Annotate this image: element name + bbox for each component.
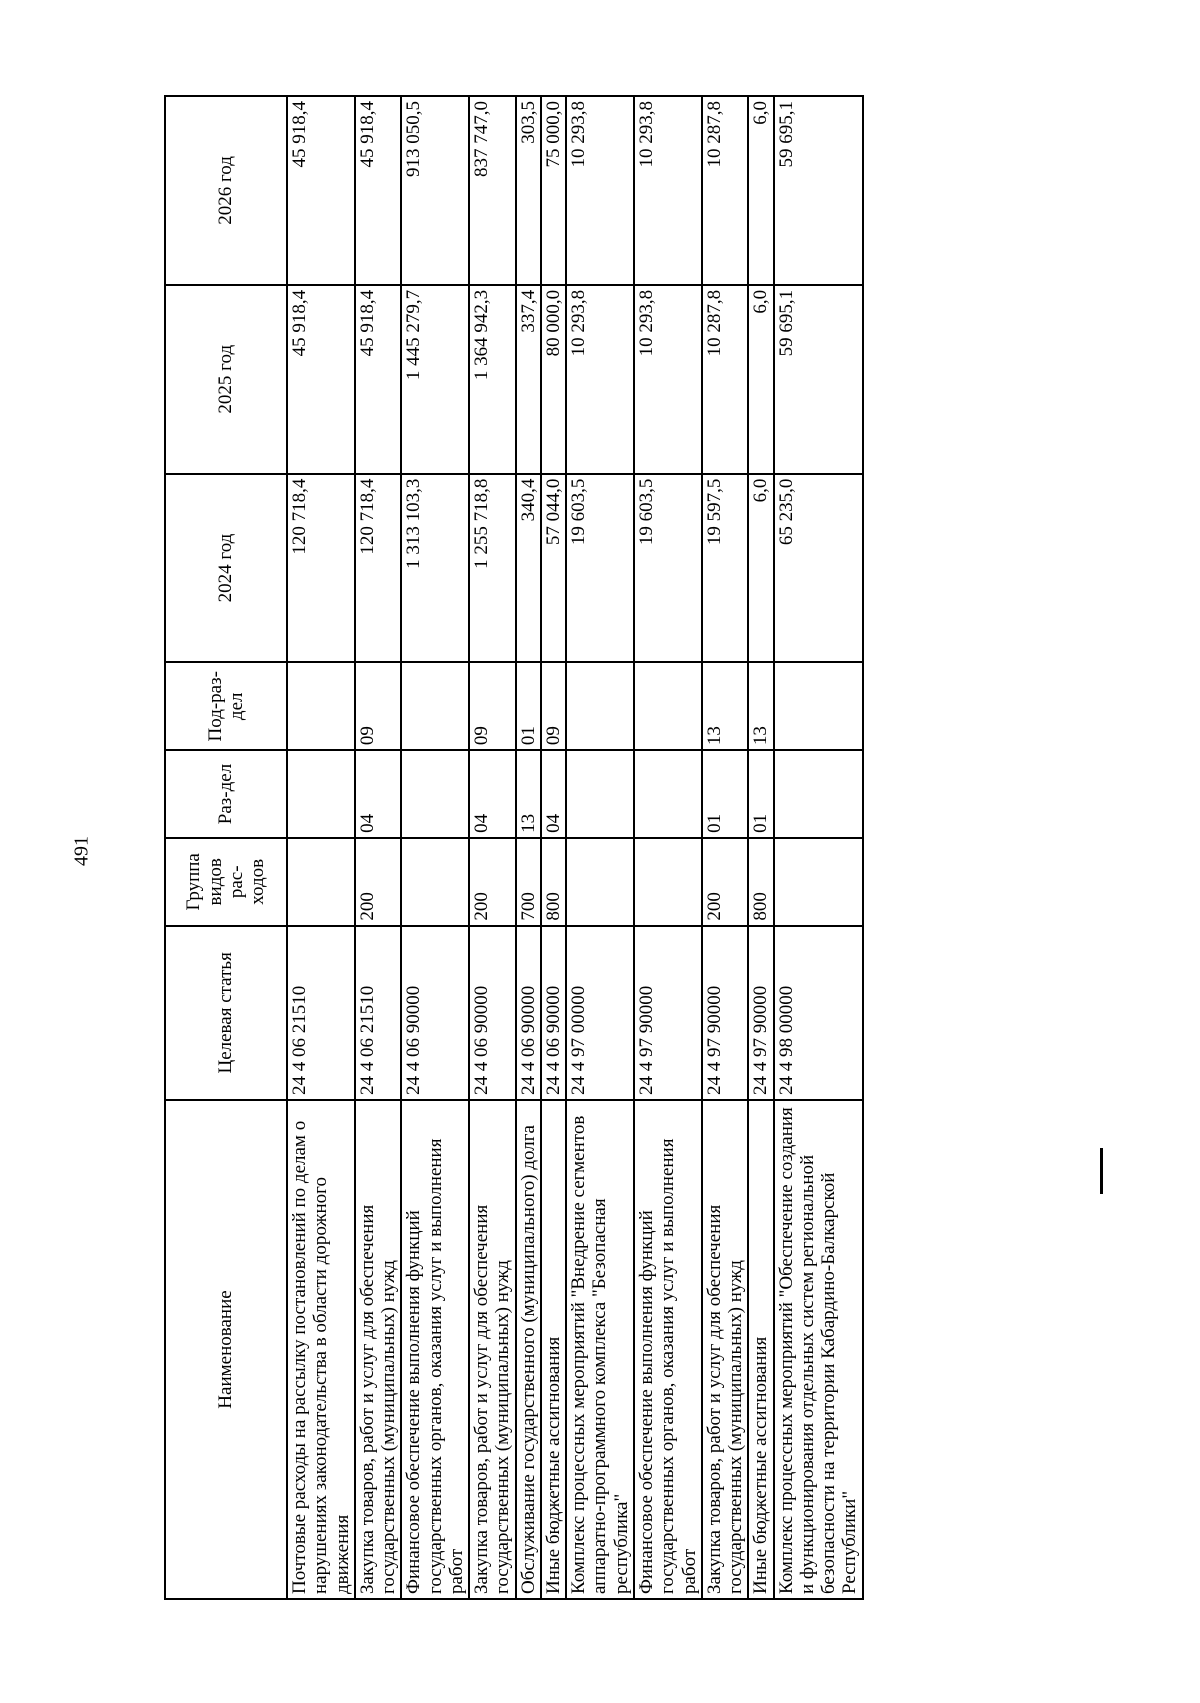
header-section: Раз-дел — [165, 750, 287, 838]
cell-2026: 75 000,0 — [541, 96, 566, 285]
cell-2026: 913 050,5 — [401, 96, 469, 285]
cell-section: 04 — [355, 750, 402, 838]
cell-name: Комплекс процессных мероприятий "Обеспечение создания и функционирования отдельных систем региональной безопасности на территории Кабардино-Балкарской Республики" — [774, 1100, 863, 1599]
cell-2025: 45 918,4 — [287, 285, 355, 474]
cell-2024: 120 718,4 — [287, 474, 355, 663]
cell-2025: 45 918,4 — [355, 285, 402, 474]
cell-name: Финансовое обеспечение выполнения функций государственных органов, оказания услуг и выполнения работ — [634, 1100, 702, 1599]
cell-target: 24 4 06 90000 — [541, 926, 566, 1100]
cell-2025: 10 287,8 — [702, 285, 749, 474]
cell-group: 700 — [516, 838, 541, 926]
cell-target: 24 4 97 00000 — [566, 926, 634, 1100]
cell-2024: 120 718,4 — [355, 474, 402, 663]
margin-mark — [1100, 1148, 1103, 1194]
cell-target: 24 4 97 90000 — [634, 926, 702, 1100]
cell-2026: 59 695,1 — [774, 96, 863, 285]
cell-subsection: 09 — [355, 662, 402, 750]
cell-subsection: 13 — [702, 662, 749, 750]
cell-section — [774, 750, 863, 838]
header-group: Группа видов рас-ходов — [165, 838, 287, 926]
cell-2025: 337,4 — [516, 285, 541, 474]
cell-section — [566, 750, 634, 838]
table-row — [287, 96, 355, 1599]
cell-2024: 19 597,5 — [702, 474, 749, 663]
cell-section: 01 — [748, 750, 773, 838]
table-row — [541, 96, 566, 1599]
table-row — [634, 96, 702, 1599]
cell-section — [634, 750, 702, 838]
cell-2026: 10 287,8 — [702, 96, 749, 285]
cell-name: Иные бюджетные ассигнования — [541, 1100, 566, 1599]
cell-name: Обслуживание государственного (муниципального) долга — [516, 1100, 541, 1599]
table-row — [774, 96, 863, 1599]
cell-group — [287, 838, 355, 926]
cell-group: 200 — [355, 838, 402, 926]
cell-group — [566, 838, 634, 926]
cell-target: 24 4 06 90000 — [401, 926, 469, 1100]
cell-2024: 57 044,0 — [541, 474, 566, 663]
header-name: Наименование — [165, 1100, 287, 1599]
table-row — [401, 96, 469, 1599]
cell-target: 24 4 06 90000 — [516, 926, 541, 1100]
table-row — [566, 96, 634, 1599]
cell-name: Закупка товаров, работ и услуг для обеспечения государственных (муниципальных) нужд — [355, 1100, 402, 1599]
cell-2026: 837 747,0 — [469, 96, 516, 285]
cell-subsection — [634, 662, 702, 750]
cell-2024: 1 313 103,3 — [401, 474, 469, 663]
cell-2025: 6,0 — [748, 285, 773, 474]
cell-subsection: 01 — [516, 662, 541, 750]
cell-target: 24 4 98 00000 — [774, 926, 863, 1100]
cell-target: 24 4 06 21510 — [355, 926, 402, 1100]
cell-2026: 6,0 — [748, 96, 773, 285]
cell-name: Иные бюджетные ассигнования — [748, 1100, 773, 1599]
cell-2026: 10 293,8 — [566, 96, 634, 285]
header-2024: 2024 год — [165, 474, 287, 663]
table-row — [516, 96, 541, 1599]
cell-2024: 19 603,5 — [566, 474, 634, 663]
cell-section — [287, 750, 355, 838]
cell-target: 24 4 06 21510 — [287, 926, 355, 1100]
cell-group — [634, 838, 702, 926]
cell-2026: 45 918,4 — [287, 96, 355, 285]
cell-target: 24 4 97 90000 — [748, 926, 773, 1100]
cell-subsection — [566, 662, 634, 750]
cell-section: 04 — [469, 750, 516, 838]
header-subsection: Под-раз-дел — [165, 662, 287, 750]
cell-group — [401, 838, 469, 926]
cell-2025: 1 364 942,3 — [469, 285, 516, 474]
cell-name: Закупка товаров, работ и услуг для обеспечения государственных (муниципальных) нужд — [702, 1100, 749, 1599]
page-number: 491 — [70, 836, 93, 866]
cell-section — [401, 750, 469, 838]
cell-2024: 340,4 — [516, 474, 541, 663]
header-2026: 2026 год — [165, 96, 287, 285]
cell-section: 01 — [702, 750, 749, 838]
header-2025: 2025 год — [165, 285, 287, 474]
budget-table — [164, 95, 864, 1600]
cell-name: Финансовое обеспечение выполнения функций государственных органов, оказания услуг и выполнения работ — [401, 1100, 469, 1599]
cell-section: 04 — [541, 750, 566, 838]
cell-section: 13 — [516, 750, 541, 838]
cell-group — [774, 838, 863, 926]
cell-2025: 1 445 279,7 — [401, 285, 469, 474]
cell-2025: 80 000,0 — [541, 285, 566, 474]
table-body — [287, 96, 863, 1599]
cell-group: 200 — [702, 838, 749, 926]
cell-2024: 19 603,5 — [634, 474, 702, 663]
cell-group: 800 — [748, 838, 773, 926]
cell-subsection: 13 — [748, 662, 773, 750]
table-header-row — [165, 96, 287, 1599]
header-target: Целевая статья — [165, 926, 287, 1100]
cell-name: Закупка товаров, работ и услуг для обеспечения государственных (муниципальных) нужд — [469, 1100, 516, 1599]
budget-table-container — [164, 95, 1089, 1600]
cell-2026: 10 293,8 — [634, 96, 702, 285]
table-row — [748, 96, 773, 1599]
cell-group: 200 — [469, 838, 516, 926]
cell-2024: 6,0 — [748, 474, 773, 663]
cell-group: 800 — [541, 838, 566, 926]
cell-subsection: 09 — [541, 662, 566, 750]
cell-subsection — [287, 662, 355, 750]
cell-2024: 65 235,0 — [774, 474, 863, 663]
table-row — [355, 96, 402, 1599]
cell-2024: 1 255 718,8 — [469, 474, 516, 663]
cell-2026: 45 918,4 — [355, 96, 402, 285]
cell-2025: 59 695,1 — [774, 285, 863, 474]
cell-name: Почтовые расходы на рассылку постановлений по делам о нарушениях законодательства в области дорожного движения — [287, 1100, 355, 1599]
cell-target: 24 4 06 90000 — [469, 926, 516, 1100]
cell-2025: 10 293,8 — [566, 285, 634, 474]
table-row — [702, 96, 749, 1599]
cell-target: 24 4 97 90000 — [702, 926, 749, 1100]
cell-2025: 10 293,8 — [634, 285, 702, 474]
cell-subsection: 09 — [469, 662, 516, 750]
table-row — [469, 96, 516, 1599]
cell-name: Комплекс процессных мероприятий "Внедрение сегментов аппаратно-программного комплекса "Безопасная республика" — [566, 1100, 634, 1599]
cell-subsection — [774, 662, 863, 750]
cell-subsection — [401, 662, 469, 750]
cell-2026: 303,5 — [516, 96, 541, 285]
